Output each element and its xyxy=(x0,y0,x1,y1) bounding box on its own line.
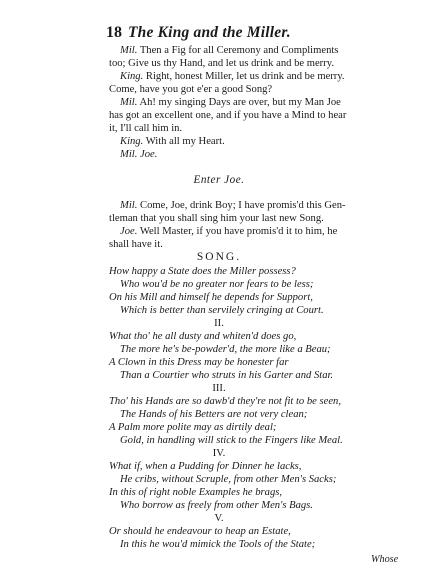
verse-line: In this of right noble Examples he brags, xyxy=(109,487,283,498)
dialogue-line: it, I'll call him in. xyxy=(109,123,183,134)
dialogue-line: King. Right, honest Miller, let us drink and be merry. xyxy=(120,71,345,82)
running-head: The King and the Miller. xyxy=(128,24,291,41)
song-heading: SONG. xyxy=(196,251,242,263)
stanza-numeral: II. xyxy=(214,318,224,329)
verse-line: Which is better than servilely cringing at Court. xyxy=(120,305,324,316)
verse-line: What if, when a Pudding for Dinner he lacks, xyxy=(109,461,302,472)
verse-line: The more he's be-powder'd, the more like a Beau; xyxy=(120,344,331,355)
page-number: 18 xyxy=(106,24,122,41)
stanza-numeral: V. xyxy=(214,513,224,524)
dialogue-line: Mil. Then a Fig for all Ceremony and Compliments xyxy=(120,45,339,56)
verse-line: What tho' he all dusty and whiten'd does go, xyxy=(109,331,297,342)
dialogue-line: shall have it. xyxy=(109,239,163,250)
verse-line: A Clown in this Dress may be honester far xyxy=(109,357,289,368)
verse-line: Tho' his Hands are so dawb'd they're not fit to be seen, xyxy=(109,396,341,407)
verse-line: Gold, in handling will stick to the Fingers like Meal. xyxy=(120,435,343,446)
verse-line: A Palm more polite may as dirtily deal; xyxy=(109,422,277,433)
dialogue-line: tleman that you shall sing him your last new Song. xyxy=(109,213,324,224)
dialogue-line: Mil. Joe. xyxy=(120,149,158,160)
verse-line: How happy a State does the Miller possess? xyxy=(109,266,296,277)
verse-line: On his Mill and himself he depends for Support, xyxy=(109,292,313,303)
verse-line: Or should he endeavour to heap an Estate, xyxy=(109,526,291,537)
dialogue-line: Mil. Ah! my singing Days are over, but my Man Joe xyxy=(120,97,341,108)
verse-line: He cribs, without Scruple, from other Men's Sacks; xyxy=(120,474,337,485)
dialogue-line: Joe. Well Master, if you have promis'd it to him, he xyxy=(120,226,338,237)
dialogue-line: Come, have you got e'er a good Song? xyxy=(109,84,273,95)
page-header xyxy=(106,24,406,44)
verse-line: Than a Courtier who struts in his Garter and Star. xyxy=(120,370,334,381)
dialogue-line: Mil. Come, Joe, drink Boy; I have promis'd this Gen- xyxy=(120,200,346,211)
verse-line: The Hands of his Betters are not very clean; xyxy=(120,409,308,420)
dialogue-line: has got an excellent one, and if you have a Mind to hear xyxy=(109,110,347,121)
stanza-numeral: IV. xyxy=(212,448,226,459)
dialogue-line: too; Give us thy Hand, and let us drink and be merry. xyxy=(109,58,334,69)
dialogue-line: King. With all my Heart. xyxy=(120,136,225,147)
verse-line: Who borrow as freely from other Men's Bags. xyxy=(120,500,313,511)
verse-line: In this he wou'd mimick the Tools of the State; xyxy=(120,539,316,550)
stanza-numeral: III. xyxy=(212,383,226,394)
catchword: Whose xyxy=(371,554,399,565)
stage-direction: Enter Joe. xyxy=(193,174,245,186)
verse-line: Who wou'd be no greater nor fears to be less; xyxy=(120,279,314,290)
